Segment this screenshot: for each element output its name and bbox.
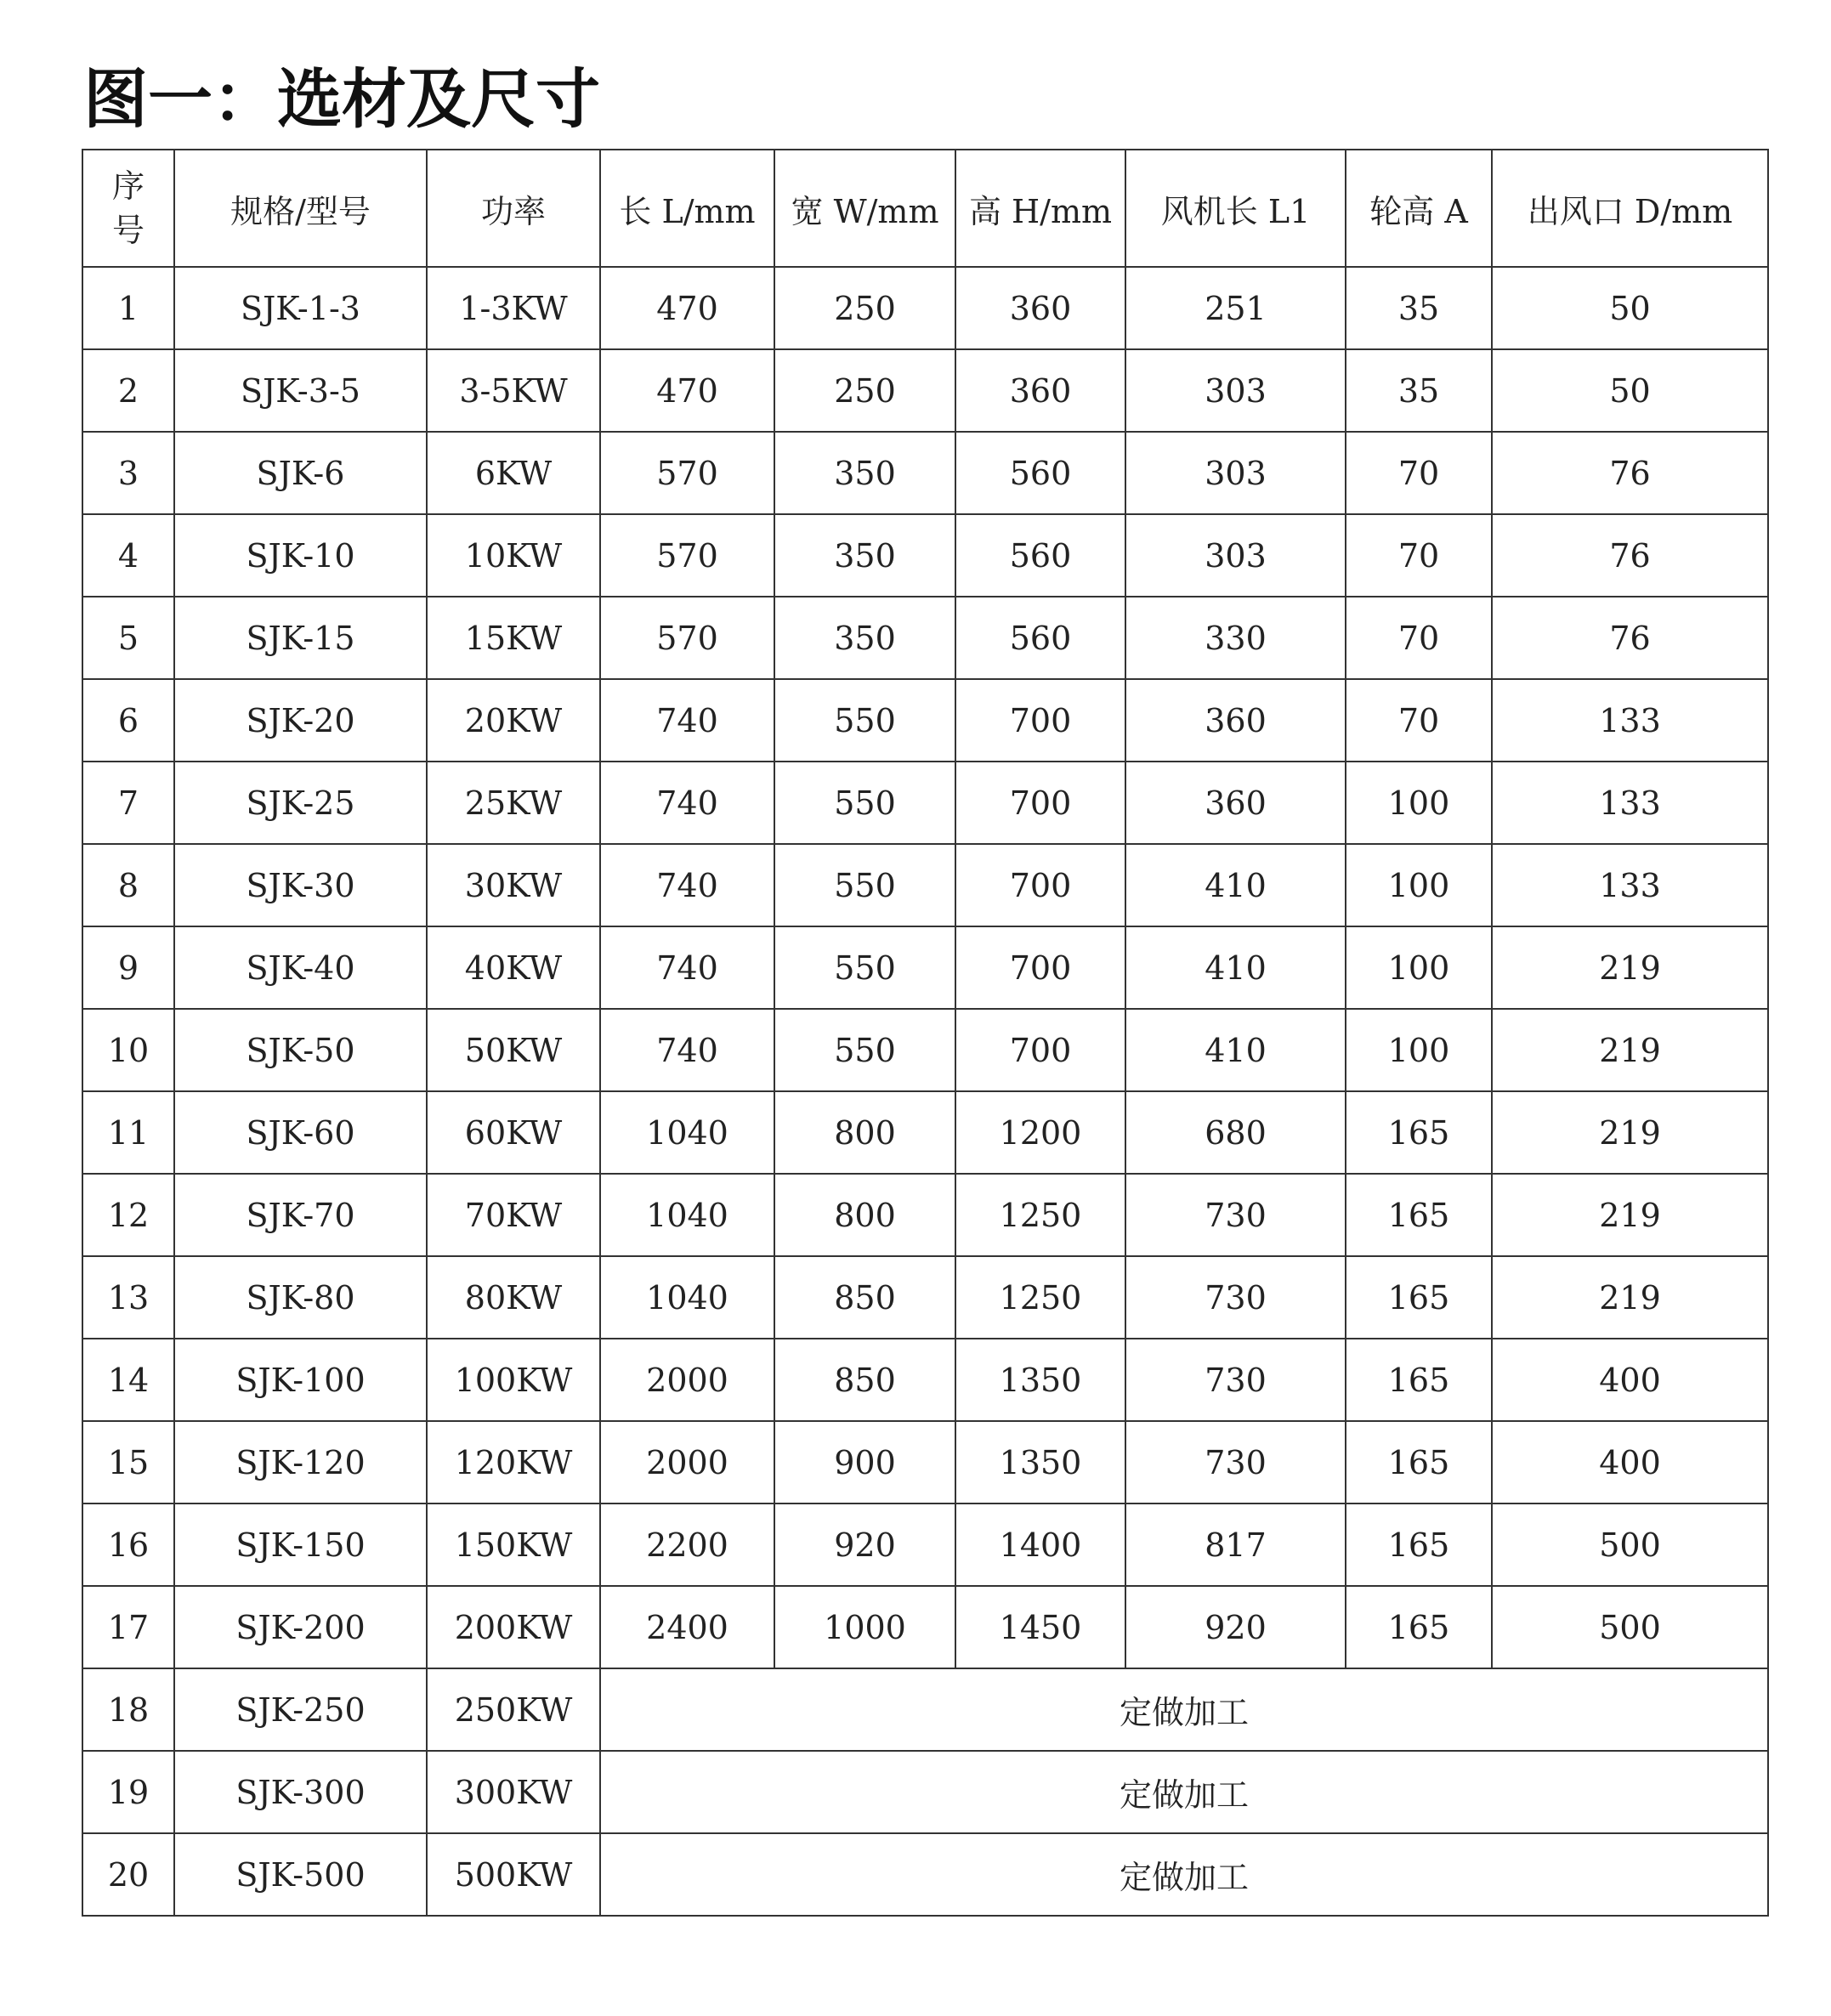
header-fan-length: 风机长 L1 — [1125, 150, 1346, 267]
cell-height: 1250 — [955, 1256, 1125, 1339]
cell-model: SJK-50 — [174, 1009, 427, 1091]
cell-custom-note: 定做加工 — [600, 1668, 1768, 1751]
cell-seq: 8 — [82, 844, 174, 926]
cell-model: SJK-150 — [174, 1504, 427, 1586]
cell-model: SJK-3-5 — [174, 349, 427, 432]
cell-model: SJK-25 — [174, 762, 427, 844]
cell-wheel-height: 100 — [1346, 844, 1492, 926]
cell-wheel-height: 35 — [1346, 267, 1492, 349]
table-row — [82, 1091, 1768, 1174]
table-row — [82, 267, 1768, 349]
cell-wheel-height: 165 — [1346, 1091, 1492, 1174]
table-row — [82, 1421, 1768, 1504]
spec-table — [82, 149, 1769, 1917]
cell-power: 200KW — [427, 1586, 600, 1668]
cell-outlet: 219 — [1492, 1256, 1768, 1339]
cell-length: 740 — [600, 679, 774, 762]
cell-seq: 5 — [82, 597, 174, 679]
cell-fan-length: 730 — [1125, 1339, 1346, 1421]
cell-power: 20KW — [427, 679, 600, 762]
table-row — [82, 1751, 1768, 1833]
cell-wheel-height: 165 — [1346, 1339, 1492, 1421]
cell-seq: 12 — [82, 1174, 174, 1256]
cell-wheel-height: 70 — [1346, 432, 1492, 514]
cell-outlet: 219 — [1492, 1009, 1768, 1091]
cell-fan-length: 360 — [1125, 679, 1346, 762]
cell-height: 1200 — [955, 1091, 1125, 1174]
header-length: 长 L/mm — [600, 150, 774, 267]
cell-seq: 18 — [82, 1668, 174, 1751]
table-row — [82, 1833, 1768, 1916]
cell-fan-length: 303 — [1125, 514, 1346, 597]
cell-wheel-height: 70 — [1346, 679, 1492, 762]
cell-seq: 2 — [82, 349, 174, 432]
cell-seq: 17 — [82, 1586, 174, 1668]
cell-wheel-height: 165 — [1346, 1586, 1492, 1668]
cell-width: 250 — [774, 267, 955, 349]
header-width: 宽 W/mm — [774, 150, 955, 267]
cell-model: SJK-40 — [174, 926, 427, 1009]
cell-seq: 13 — [82, 1256, 174, 1339]
table-body — [82, 267, 1768, 1916]
cell-power: 100KW — [427, 1339, 600, 1421]
cell-power: 150KW — [427, 1504, 600, 1586]
cell-power: 30KW — [427, 844, 600, 926]
cell-model: SJK-15 — [174, 597, 427, 679]
cell-outlet: 133 — [1492, 844, 1768, 926]
cell-power: 25KW — [427, 762, 600, 844]
cell-seq: 4 — [82, 514, 174, 597]
cell-wheel-height: 165 — [1346, 1256, 1492, 1339]
cell-width: 850 — [774, 1339, 955, 1421]
cell-width: 250 — [774, 349, 955, 432]
header-model: 规格/型号 — [174, 150, 427, 267]
cell-length: 570 — [600, 432, 774, 514]
cell-height: 700 — [955, 1009, 1125, 1091]
cell-height: 700 — [955, 679, 1125, 762]
cell-power: 300KW — [427, 1751, 600, 1833]
cell-height: 1250 — [955, 1174, 1125, 1256]
cell-seq: 6 — [82, 679, 174, 762]
cell-width: 350 — [774, 432, 955, 514]
cell-wheel-height: 100 — [1346, 926, 1492, 1009]
cell-model: SJK-100 — [174, 1339, 427, 1421]
table-row — [82, 1668, 1768, 1751]
cell-height: 700 — [955, 844, 1125, 926]
cell-height: 1450 — [955, 1586, 1125, 1668]
cell-power: 40KW — [427, 926, 600, 1009]
cell-model: SJK-10 — [174, 514, 427, 597]
table-row — [82, 1339, 1768, 1421]
header-power: 功率 — [427, 150, 600, 267]
cell-seq: 16 — [82, 1504, 174, 1586]
table-row — [82, 1504, 1768, 1586]
cell-fan-length: 730 — [1125, 1256, 1346, 1339]
cell-width: 550 — [774, 926, 955, 1009]
table-row — [82, 597, 1768, 679]
cell-outlet: 500 — [1492, 1586, 1768, 1668]
cell-wheel-height: 70 — [1346, 514, 1492, 597]
cell-length: 2200 — [600, 1504, 774, 1586]
cell-outlet: 500 — [1492, 1504, 1768, 1586]
cell-length: 740 — [600, 844, 774, 926]
cell-power: 80KW — [427, 1256, 600, 1339]
cell-fan-length: 251 — [1125, 267, 1346, 349]
cell-model: SJK-1-3 — [174, 267, 427, 349]
cell-outlet: 50 — [1492, 267, 1768, 349]
cell-wheel-height: 165 — [1346, 1421, 1492, 1504]
table-row — [82, 1009, 1768, 1091]
cell-width: 850 — [774, 1256, 955, 1339]
cell-outlet: 400 — [1492, 1421, 1768, 1504]
table-row — [82, 762, 1768, 844]
cell-wheel-height: 70 — [1346, 597, 1492, 679]
cell-outlet: 219 — [1492, 926, 1768, 1009]
cell-custom-note: 定做加工 — [600, 1751, 1768, 1833]
cell-model: SJK-20 — [174, 679, 427, 762]
cell-seq: 14 — [82, 1339, 174, 1421]
cell-length: 1040 — [600, 1174, 774, 1256]
cell-power: 3-5KW — [427, 349, 600, 432]
table-row — [82, 844, 1768, 926]
cell-fan-length: 410 — [1125, 926, 1346, 1009]
cell-length: 2000 — [600, 1339, 774, 1421]
cell-height: 1350 — [955, 1421, 1125, 1504]
cell-fan-length: 680 — [1125, 1091, 1346, 1174]
cell-length: 740 — [600, 1009, 774, 1091]
cell-model: SJK-30 — [174, 844, 427, 926]
cell-length: 740 — [600, 926, 774, 1009]
cell-fan-length: 360 — [1125, 762, 1346, 844]
table-row — [82, 926, 1768, 1009]
cell-custom-note: 定做加工 — [600, 1833, 1768, 1916]
table-row — [82, 514, 1768, 597]
cell-power: 6KW — [427, 432, 600, 514]
cell-model: SJK-200 — [174, 1586, 427, 1668]
cell-outlet: 133 — [1492, 762, 1768, 844]
cell-wheel-height: 165 — [1346, 1504, 1492, 1586]
table-row — [82, 1256, 1768, 1339]
cell-power: 70KW — [427, 1174, 600, 1256]
cell-wheel-height: 100 — [1346, 1009, 1492, 1091]
cell-seq: 1 — [82, 267, 174, 349]
cell-model: SJK-120 — [174, 1421, 427, 1504]
cell-power: 60KW — [427, 1091, 600, 1174]
cell-width: 1000 — [774, 1586, 955, 1668]
cell-seq: 10 — [82, 1009, 174, 1091]
cell-length: 740 — [600, 762, 774, 844]
cell-height: 1400 — [955, 1504, 1125, 1586]
cell-width: 550 — [774, 679, 955, 762]
table-row — [82, 1174, 1768, 1256]
cell-height: 360 — [955, 349, 1125, 432]
cell-fan-length: 920 — [1125, 1586, 1346, 1668]
cell-outlet: 50 — [1492, 349, 1768, 432]
cell-model: SJK-500 — [174, 1833, 427, 1916]
cell-seq: 15 — [82, 1421, 174, 1504]
header-wheel-height: 轮高 A — [1346, 150, 1492, 267]
cell-model: SJK-80 — [174, 1256, 427, 1339]
header-outlet: 出风口 D/mm — [1492, 150, 1768, 267]
cell-fan-length: 330 — [1125, 597, 1346, 679]
cell-outlet: 219 — [1492, 1091, 1768, 1174]
cell-model: SJK-250 — [174, 1668, 427, 1751]
cell-wheel-height: 100 — [1346, 762, 1492, 844]
cell-length: 470 — [600, 267, 774, 349]
cell-model: SJK-70 — [174, 1174, 427, 1256]
cell-power: 15KW — [427, 597, 600, 679]
cell-height: 1350 — [955, 1339, 1125, 1421]
header-row — [82, 150, 1768, 267]
header-seq: 序号 — [82, 150, 174, 267]
table-header — [82, 150, 1768, 267]
cell-outlet: 400 — [1492, 1339, 1768, 1421]
cell-outlet: 219 — [1492, 1174, 1768, 1256]
cell-width: 350 — [774, 514, 955, 597]
cell-seq: 3 — [82, 432, 174, 514]
cell-power: 250KW — [427, 1668, 600, 1751]
table-row — [82, 432, 1768, 514]
cell-length: 570 — [600, 597, 774, 679]
cell-power: 50KW — [427, 1009, 600, 1091]
cell-fan-length: 817 — [1125, 1504, 1346, 1586]
cell-fan-length: 730 — [1125, 1174, 1346, 1256]
cell-width: 550 — [774, 844, 955, 926]
cell-height: 700 — [955, 762, 1125, 844]
cell-length: 1040 — [600, 1256, 774, 1339]
cell-wheel-height: 165 — [1346, 1174, 1492, 1256]
cell-seq: 20 — [82, 1833, 174, 1916]
cell-outlet: 76 — [1492, 514, 1768, 597]
table-row — [82, 1586, 1768, 1668]
cell-width: 550 — [774, 762, 955, 844]
cell-seq: 11 — [82, 1091, 174, 1174]
cell-length: 2000 — [600, 1421, 774, 1504]
cell-power: 500KW — [427, 1833, 600, 1916]
cell-height: 560 — [955, 432, 1125, 514]
cell-length: 570 — [600, 514, 774, 597]
cell-fan-length: 410 — [1125, 844, 1346, 926]
header-height: 高 H/mm — [955, 150, 1125, 267]
cell-height: 560 — [955, 597, 1125, 679]
table-row — [82, 349, 1768, 432]
cell-height: 700 — [955, 926, 1125, 1009]
cell-power: 10KW — [427, 514, 600, 597]
cell-outlet: 133 — [1492, 679, 1768, 762]
cell-outlet: 76 — [1492, 432, 1768, 514]
cell-length: 2400 — [600, 1586, 774, 1668]
table-row — [82, 679, 1768, 762]
cell-wheel-height: 35 — [1346, 349, 1492, 432]
cell-fan-length: 410 — [1125, 1009, 1346, 1091]
cell-fan-length: 303 — [1125, 349, 1346, 432]
cell-width: 550 — [774, 1009, 955, 1091]
cell-seq: 9 — [82, 926, 174, 1009]
cell-width: 800 — [774, 1091, 955, 1174]
cell-fan-length: 730 — [1125, 1421, 1346, 1504]
cell-length: 1040 — [600, 1091, 774, 1174]
cell-model: SJK-300 — [174, 1751, 427, 1833]
cell-width: 350 — [774, 597, 955, 679]
cell-height: 360 — [955, 267, 1125, 349]
cell-power: 120KW — [427, 1421, 600, 1504]
cell-outlet: 76 — [1492, 597, 1768, 679]
cell-height: 560 — [955, 514, 1125, 597]
cell-model: SJK-60 — [174, 1091, 427, 1174]
cell-seq: 7 — [82, 762, 174, 844]
cell-seq: 19 — [82, 1751, 174, 1833]
cell-model: SJK-6 — [174, 432, 427, 514]
page-title: 图一：选材及尺寸 — [83, 61, 600, 137]
cell-width: 800 — [774, 1174, 955, 1256]
cell-length: 470 — [600, 349, 774, 432]
cell-width: 920 — [774, 1504, 955, 1586]
cell-fan-length: 303 — [1125, 432, 1346, 514]
cell-power: 1-3KW — [427, 267, 600, 349]
cell-width: 900 — [774, 1421, 955, 1504]
